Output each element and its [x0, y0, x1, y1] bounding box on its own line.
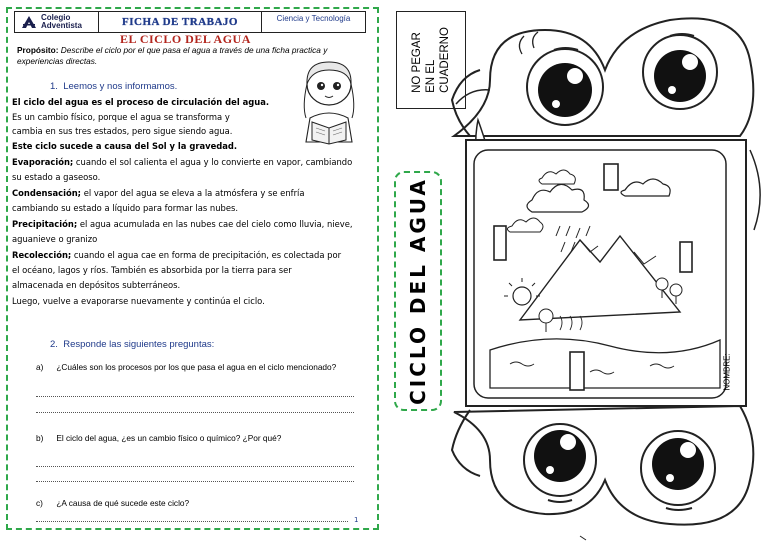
worksheet-title: FICHA DE TRABAJO [99, 12, 262, 32]
answer-line[interactable] [36, 466, 354, 467]
school-logo [15, 12, 99, 32]
section-1-heading [50, 81, 177, 92]
section-2-number: 2. [50, 339, 58, 350]
no-pegar-text [410, 27, 452, 93]
reading-line-text: el vapor del agua se eleva a la atmósfera y se enfría [81, 188, 305, 198]
page-title: EL CICLO DEL AGUA [120, 32, 251, 46]
reading-line [12, 171, 100, 183]
fish-template-illustration [450, 0, 768, 544]
reading-line-text: el océano, lagos y ríos. También es absorbida por la tierra para ser [12, 265, 292, 275]
reading-line-bold: Condensación; [12, 188, 82, 198]
section-2-title: Responde las siguientes preguntas: [63, 339, 215, 350]
reading-line [12, 125, 232, 137]
school-name-line1: Colegio [41, 13, 71, 22]
reading-line [12, 156, 352, 168]
answer-line[interactable] [36, 521, 348, 522]
section-2-heading [50, 339, 214, 350]
no-pegar-line: CUADERNO [439, 27, 451, 93]
subject-label: Ciencia y Tecnología [276, 14, 351, 23]
reading-line-text: cambiando su estado a líquido para formar las nubes. [12, 203, 238, 213]
answer-line[interactable] [36, 412, 354, 413]
question-c [36, 498, 189, 508]
reading-line [12, 279, 180, 291]
ciclo-label: CICLO DEL AGUA [406, 177, 430, 405]
reading-line-bold: Este ciclo sucede a causa del Sol y la gravedad. [12, 141, 238, 151]
reading-line-text: Luego, vuelve a evaporarse nuevamente y continúa el ciclo. [12, 296, 265, 306]
reading-line-text: cambia en sus tres estados, pero sigue siendo agua. [12, 126, 233, 136]
section-1-title: Leemos y nos informamos. [63, 81, 178, 92]
reading-line [12, 202, 238, 214]
question-a [36, 362, 336, 372]
no-pegar-line: EN EL [425, 59, 437, 93]
reading-girl-illustration [292, 56, 366, 148]
reading-line-bold: El ciclo del agua es el proceso de circulación del agua. [12, 97, 270, 107]
reading-line-text: cuando el sol calienta el agua y lo convierte en vapor, cambiando [73, 157, 353, 167]
question-c-text: ¿A causa de qué sucede este ciclo? [56, 498, 190, 508]
reading-line [12, 96, 269, 108]
section-1-number: 1. [50, 81, 58, 92]
ciclo-label-box [394, 171, 442, 411]
reading-line-text: cuando el agua cae en forma de precipitación, es colectada por [71, 250, 342, 260]
reading-line-bold: Precipitación; [12, 219, 78, 229]
reading-line-text: almacenada en depósitos subterráneos. [12, 280, 181, 290]
reading-line [12, 140, 237, 152]
purpose-text: Describe el ciclo por el que pasa el agua a través de una ficha practica y experiencias directas. [17, 45, 328, 66]
answer-line[interactable] [36, 481, 354, 482]
page-number: 1 [354, 516, 359, 524]
worksheet-header [14, 11, 366, 33]
reading-line-bold: Evaporación; [12, 157, 74, 167]
reading-line [12, 218, 353, 230]
purpose-paragraph: Propósito: Describe el ciclo por el que pasa el agua a través de una ficha practica y experiencias directas. [17, 45, 328, 66]
question-b-text: El ciclo del agua, ¿es un cambio físico o químico? ¿Por qué? [56, 433, 282, 443]
purpose-label: Propósito [17, 45, 56, 55]
reading-line [12, 233, 97, 245]
question-a-text: ¿Cuáles son los procesos por los que pasa el agua en el ciclo mencionado? [56, 362, 337, 372]
no-pegar-line: NO PEGAR [411, 32, 423, 93]
reading-line-text: aguanieve o granizo [12, 234, 98, 244]
reading-line [12, 295, 265, 307]
question-c-label: c) [36, 498, 43, 508]
answer-line[interactable] [36, 396, 354, 397]
reading-line-text: Es un cambio físico, porque el agua se transforma y [12, 112, 230, 122]
reading-line [12, 249, 341, 261]
question-b [36, 433, 281, 443]
reading-line [12, 111, 230, 123]
reading-line [12, 187, 304, 199]
reading-line [12, 264, 292, 276]
school-logo-icon [21, 15, 37, 29]
reading-line-text: el agua acumulada en las nubes cae del cielo como lluvia, nieve, [77, 219, 353, 229]
question-b-label: b) [36, 433, 44, 443]
reading-line-text: su estado a gaseoso. [12, 172, 101, 182]
nombre-label [720, 352, 734, 392]
reading-line-bold: Recolección; [12, 250, 72, 260]
nombre-text: NOMBRE: [722, 353, 732, 391]
school-name-line2: Adventista [41, 21, 82, 30]
question-a-label: a) [36, 362, 44, 372]
